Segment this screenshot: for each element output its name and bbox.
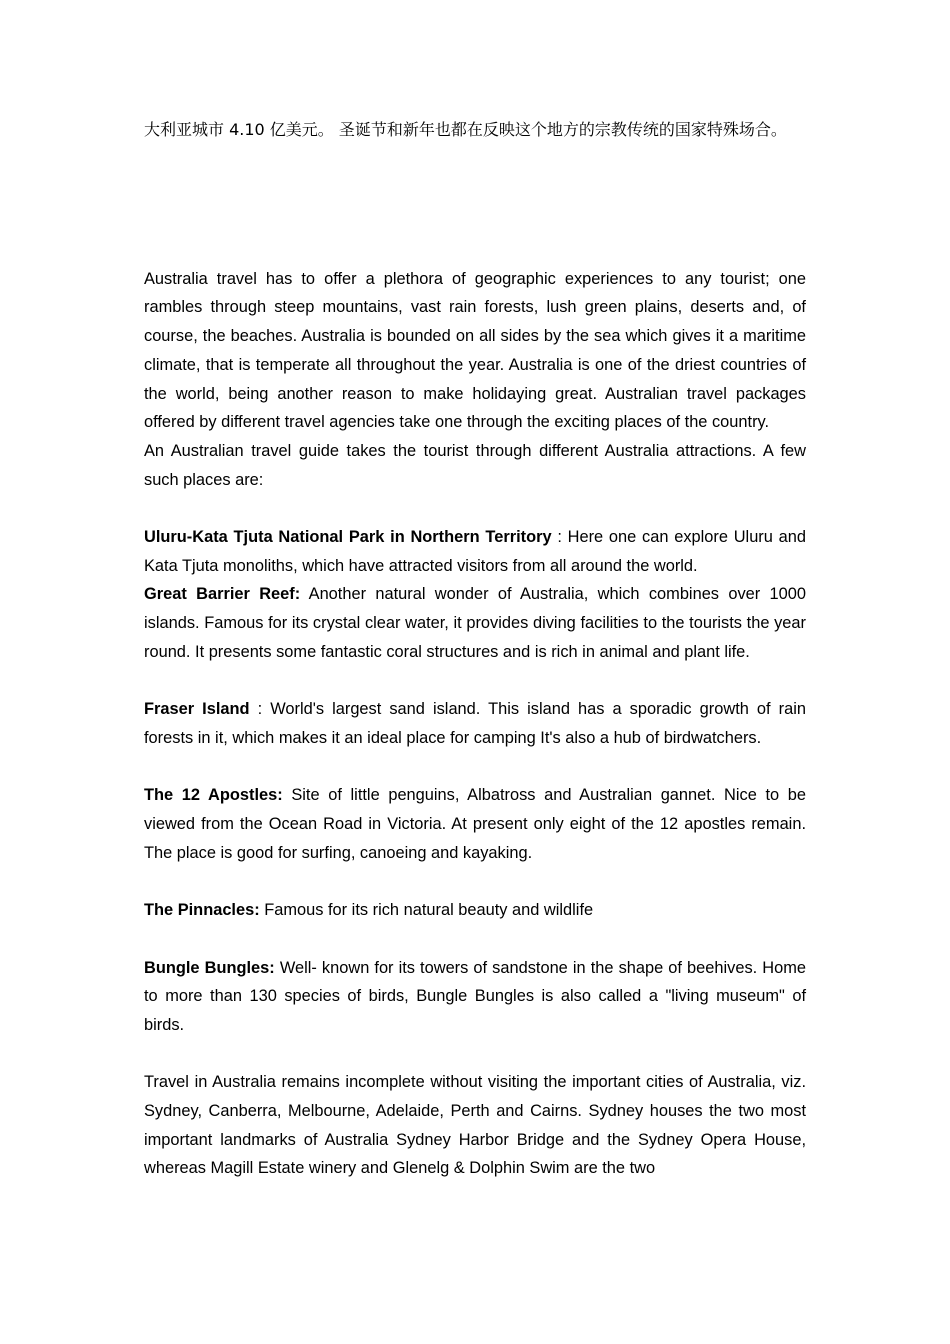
chinese-paragraph: 大利亚城市 4.10 亿美元。 圣诞节和新年也都在反映这个地方的宗教传统的国家特殊场合。 [144,120,787,139]
spacer [144,145,806,265]
attraction-title: The 12 Apostles: [144,786,283,805]
guide-paragraph: An Australian travel guide takes the tourist through different Australia attractions. A few such places are: [144,441,806,489]
attraction-title: The Pinnacles: [144,901,260,920]
attraction-title: Great Barrier Reef: [144,585,301,604]
closing-paragraph: Travel in Australia remains incomplete without visiting the important cities of Australia, viz. Sydney, Canberra, Melbourne, Adelaide, Perth and Cairns. Sydney houses the two most important landmarks of Australia Sydney Harbor Bridge and the Sydney Opera House, whereas Magill Estate winery and Glenelg & Dolphin Swim are the two [144,1073,806,1178]
attraction-uluru [144,523,806,580]
attraction-bungle-bungles [144,954,806,1040]
attraction-description: Well- known for its towers of sandstone in the shape of beehives. Home to more than 130 species of birds, Bungle Bungles is also called a "living museum" of birds. [144,958,807,1034]
attraction-description: Famous for its rich natural beauty and wildlife [259,901,594,920]
attraction-description: : World's largest sand island. This island has a sporadic growth of rain forests in it, which makes it an ideal place for camping It's also a hub of birdwatchers. [144,700,806,747]
attraction-12-apostles [144,781,806,867]
spacer [144,925,806,954]
attraction-description: Another natural wonder of Australia, which combines over 1000 islands. Famous for its crystal clear water, it provides diving facilities to the tourists the year round. It presents some fantastic coral structures and is rich in animal and plant life. [144,585,806,661]
attraction-description: Site of little penguins, Albatross and Australian gannet. Nice to be viewed from the Ocean Road in Victoria. At present only eight of the 12 apostles remain. The place is good for surfing, canoeing and kayaking. [144,786,806,862]
intro-paragraph: Australia travel has to offer a plethora of geographic experiences to any tourist; one rambles through steep mountains, vast rain forests, lush green plains, deserts and, of course, the beaches. Australia is bounded on all sides by the sea which gives it a maritime climate, that is temperate all throughout the year. Australia is one of the driest countries of the world, being another reason to make holidaying great. Australian travel packages offered by different travel agencies take one through the exciting places of the country. [144,269,806,432]
spacer [144,667,806,696]
attraction-great-barrier-reef [144,580,806,666]
document-page [144,116,806,1183]
spacer [144,753,806,782]
spacer [144,1040,806,1069]
attraction-description: : Here one can explore Uluru and Kata Tjuta monoliths, which have attracted visitors from all around the world. [144,528,806,575]
attraction-title: Bungle Bungles: [144,958,275,977]
attraction-fraser-island [144,695,806,752]
attraction-title: Fraser Island [144,700,250,719]
attraction-title: Uluru-Kata Tjuta National Park in Northern Territory [144,528,552,547]
spacer [144,494,806,523]
spacer [144,867,806,896]
attraction-pinnacles [144,896,806,925]
